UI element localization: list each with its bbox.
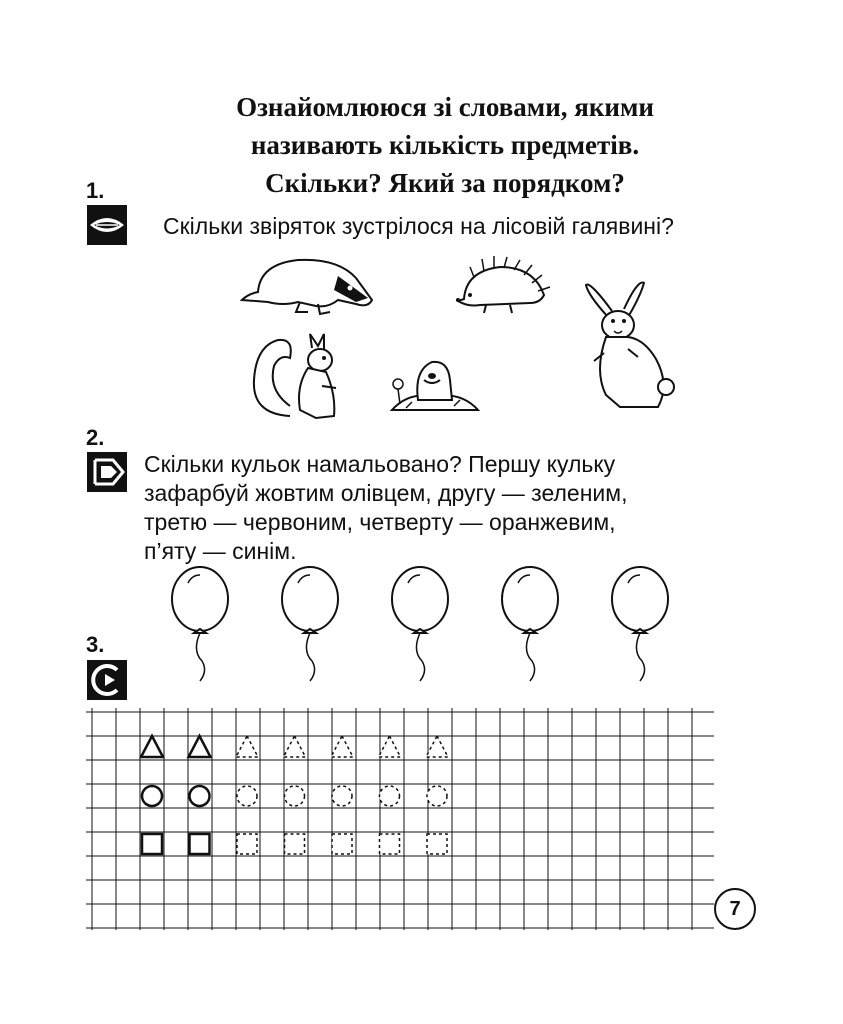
- task-3-number: 3.: [86, 632, 105, 657]
- copy-icon: [87, 660, 127, 700]
- page-title: [150, 88, 740, 202]
- task-1-number: 1.: [86, 178, 105, 203]
- dashed-circle[interactable]: [332, 786, 352, 806]
- solid-circle: [190, 786, 210, 806]
- pencil-icon: [87, 452, 127, 492]
- task-2-line-2: зафарбуй жовтим олівцем, другу — зеленим,: [144, 480, 628, 506]
- mole-image: [388, 350, 482, 418]
- task-2-text: [144, 450, 627, 566]
- squirrel-image: [250, 330, 346, 426]
- dashed-triangle[interactable]: [236, 736, 258, 757]
- task-2-line-4: п’яту — синім.: [144, 538, 297, 564]
- solid-triangle: [189, 736, 211, 757]
- dashed-circle[interactable]: [427, 786, 447, 806]
- dashed-triangle[interactable]: [284, 736, 306, 757]
- balloon-5[interactable]: [612, 567, 668, 681]
- balloon-4[interactable]: [502, 567, 558, 681]
- balloons-group: [160, 565, 680, 685]
- copy-grid[interactable]: [86, 708, 714, 930]
- dashed-circle[interactable]: [285, 786, 305, 806]
- mouth-icon: [87, 205, 127, 245]
- dashed-square[interactable]: [237, 834, 257, 854]
- dashed-triangle[interactable]: [331, 736, 353, 757]
- title-line-1: Ознайомлююся зі словами, якими: [236, 92, 654, 122]
- title-line-3: Скільки? Який за порядком?: [265, 168, 625, 198]
- solid-triangle: [141, 736, 163, 757]
- task-1-text: Скільки звіряток зустрілося на лісовій галявині?: [163, 213, 674, 239]
- rabbit-image: [580, 275, 682, 415]
- dashed-circle[interactable]: [237, 786, 257, 806]
- hedgehog-image: [450, 255, 552, 317]
- badger-image: [238, 250, 376, 318]
- balloon-1[interactable]: [172, 567, 228, 681]
- solid-square: [190, 834, 210, 854]
- grid-shapes: [141, 736, 448, 854]
- dashed-square[interactable]: [285, 834, 305, 854]
- task-2-number: 2.: [86, 425, 105, 450]
- dashed-square[interactable]: [427, 834, 447, 854]
- grid-lines: [86, 708, 714, 930]
- dashed-triangle[interactable]: [426, 736, 448, 757]
- balloon-2[interactable]: [282, 567, 338, 681]
- page-number: 7: [714, 888, 756, 930]
- dashed-triangle[interactable]: [379, 736, 401, 757]
- title-line-2: називають кількість предметів.: [250, 130, 640, 160]
- solid-circle: [142, 786, 162, 806]
- task-2-line-1: Скільки кульок намальовано? Першу кульку: [144, 451, 616, 477]
- balloon-3[interactable]: [392, 567, 448, 681]
- dashed-square[interactable]: [380, 834, 400, 854]
- dashed-circle[interactable]: [380, 786, 400, 806]
- dashed-square[interactable]: [332, 834, 352, 854]
- task-2-line-3: третю — червоним, четверту — оранжевим,: [144, 509, 616, 535]
- solid-square: [142, 834, 162, 854]
